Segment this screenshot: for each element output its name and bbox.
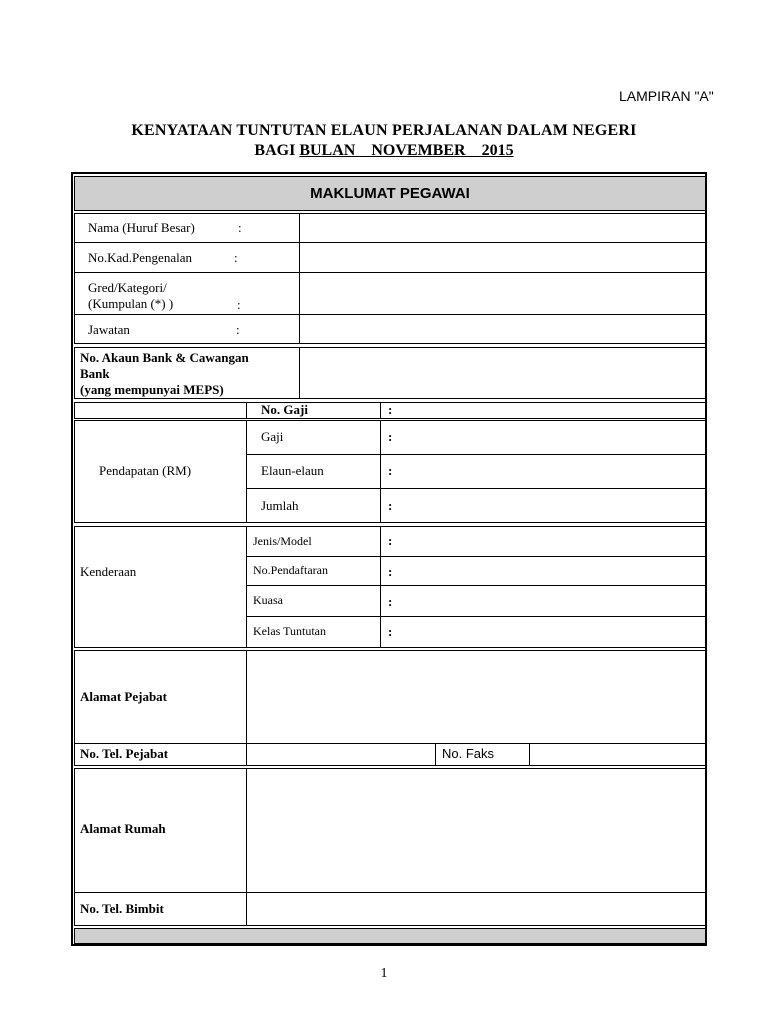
bimbit-label: No. Tel. Bimbit [80, 901, 164, 916]
kuasa-colon: : [388, 594, 393, 609]
jawatan-colon: : [236, 322, 240, 337]
nama-label: Nama (Huruf Besar) [88, 220, 195, 235]
kelas-colon: : [388, 624, 393, 639]
page-number: 1 [380, 966, 388, 981]
kuasa-label: Kuasa [253, 593, 283, 607]
gaji-colon: : [388, 429, 393, 444]
alamat-rumah-field[interactable] [247, 769, 705, 892]
jawatan-field[interactable] [300, 315, 705, 343]
faks-label: No. Faks [442, 746, 495, 761]
bimbit-field[interactable] [247, 893, 705, 925]
gaji-label: Gaji [261, 429, 284, 444]
kelas-label: Kelas Tuntutan [253, 624, 327, 638]
gred-label-1: Gred/Kategori/ [88, 280, 167, 295]
jenis-colon: : [388, 533, 393, 548]
tel-pejabat-field[interactable] [247, 744, 435, 765]
gred-colon: : [237, 297, 241, 312]
pendapatan-label: Pendapatan (RM) [99, 463, 192, 478]
faks-field[interactable] [530, 744, 705, 765]
kenderaan-label: Kenderaan [80, 564, 137, 579]
kad-label: No.Kad.Pengenalan [88, 250, 192, 265]
kad-colon: : [234, 250, 238, 265]
nama-field[interactable] [300, 214, 705, 242]
pendaftaran-label: No.Pendaftaran [253, 563, 328, 577]
no-gaji-label: No. Gaji [261, 402, 308, 417]
jumlah-colon: : [388, 498, 393, 513]
kad-field[interactable] [300, 243, 705, 272]
form-title-line1: KENYATAAN TUNTUTAN ELAUN PERJALANAN DALAM NEGERI [131, 122, 637, 139]
bottom-gray-bar [74, 928, 706, 944]
gred-field[interactable] [300, 273, 705, 314]
tel-pejabat-label: No. Tel. Pejabat [80, 746, 169, 761]
nama-colon: : [238, 220, 242, 235]
title-prefix: BAGI [254, 142, 300, 159]
alamat-pejabat-field[interactable] [247, 651, 705, 743]
pendaftaran-colon: : [388, 564, 393, 579]
elaun-colon: : [388, 463, 393, 478]
lampiran-label: LAMPIRAN "A" [619, 88, 714, 104]
jawatan-label: Jawatan [88, 322, 130, 337]
form-title-line2 [0, 142, 768, 160]
section-title: MAKLUMAT PEGAWAI [310, 185, 470, 202]
bank-label-3: (yang mempunyai MEPS) [80, 382, 224, 397]
alamat-rumah-label: Alamat Rumah [80, 821, 166, 836]
jumlah-label: Jumlah [261, 498, 299, 513]
bank-label-2: Bank [80, 366, 110, 381]
bank-field[interactable] [300, 348, 705, 398]
elaun-label: Elaun-elaun [261, 463, 324, 478]
alamat-pejabat-label: Alamat Pejabat [80, 689, 168, 704]
title-month: BULAN NOVEMBER 2015 [299, 142, 514, 159]
gred-label-2: (Kumpulan (*) ) [88, 296, 174, 311]
no-gaji-colon: : [388, 402, 393, 417]
jenis-label: Jenis/Model [253, 534, 312, 548]
bank-label-1: No. Akaun Bank & Cawangan [80, 350, 249, 365]
